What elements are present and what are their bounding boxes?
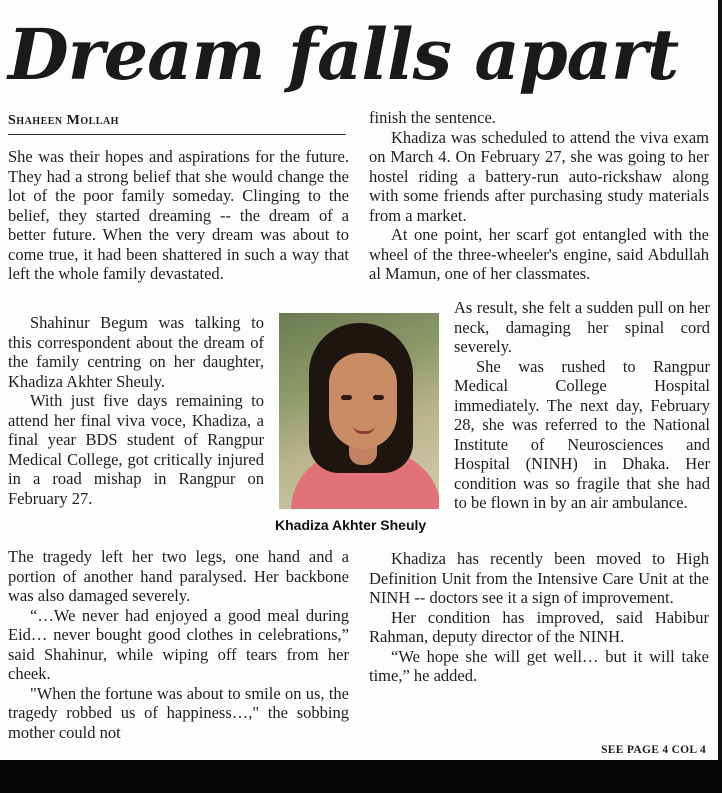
paragraph: Shahinur Begum was talking to this correspondent about the dream of the family centring on her daughter, Khadiza Akhter Sheuly. [8,313,264,391]
paragraph: At one point, her scarf got entangled with the wheel of the three-wheeler's engine, said Abdullah al Mamun, one of her classmates. [369,225,709,283]
byline: Shaheen Mollah [8,113,119,128]
paragraph: Her condition has improved, said Habibur Rahman, deputy director of the NINH. [369,607,709,646]
byline-divider [8,134,346,135]
continuation-note: SEE PAGE 4 COL 4 [601,744,706,756]
photo-eye [341,395,352,400]
paragraph: finish the sentence. [369,108,496,127]
headline: Dream falls apart [8,13,679,96]
column-border [718,0,722,760]
paragraph: As result, she felt a sudden pull on her neck, damaging her spinal cord severely. [454,298,710,356]
paragraph: Khadiza has recently been moved to High Definition Unit from the Intensive Care Unit at the NINH -- doctors see it a sign of improvement. [369,549,709,607]
paragraph: "When the fortune was about to smile on us, the tragedy robbed us of happiness…," the sobbing mother could not [8,683,349,742]
portrait-photo [279,313,439,509]
right-column-bottom [369,549,709,686]
paragraph: She was rushed to Rangpur Medical College Hospital immediately. The next day, February 28, she was referred to the National Institute of Neurosciences and Hospital (NINH) in Dhaka. Her condition was so fragile that she had to be flown in by an air ambulance. [454,356,710,512]
paragraph: Khadiza was scheduled to attend the viva exam on March 4. On February 27, she was going to her hostel riding a battery-run auto-rickshaw along with some friends after purchasing study materials from a market. [369,127,709,225]
paragraph: The tragedy left her two legs, one hand and a portion of another hand paralysed. Her backbone was also damaged severely. [8,547,349,605]
bottom-border [0,760,722,793]
left-column-wrap [8,313,264,508]
paragraph: She was their hopes and aspirations for the future. They had a strong belief that she would change the lot of the poor family someday. Clinging to the belief, they started dreaming -- the dream of a better future. When the very dream was about to come true, it had been shattered in such a way that left the whole family devastated. [8,147,349,283]
right-column-wrap [454,298,710,513]
photo-caption: Khadiza Akhter Sheuly [275,517,427,533]
paragraph: “…We never had enjoyed a good meal during Eid… never bought good clothes in celebrations,” said Shahinur, while wiping off tears from her cheek. [8,605,349,683]
paragraph: With just five days remaining to attend her final viva voce, Khadiza, a final year BDS student of Rangpur Medical College, got critically injured in a road mishap in Rangpur on February 27. [8,391,264,508]
right-column-top [369,108,709,284]
paragraph: “We hope she will get well… but it will take time,” he added. [369,646,709,685]
photo-eye [373,395,384,400]
left-column-top [8,147,349,284]
left-column-bottom [8,547,349,742]
photo-face [329,353,397,449]
